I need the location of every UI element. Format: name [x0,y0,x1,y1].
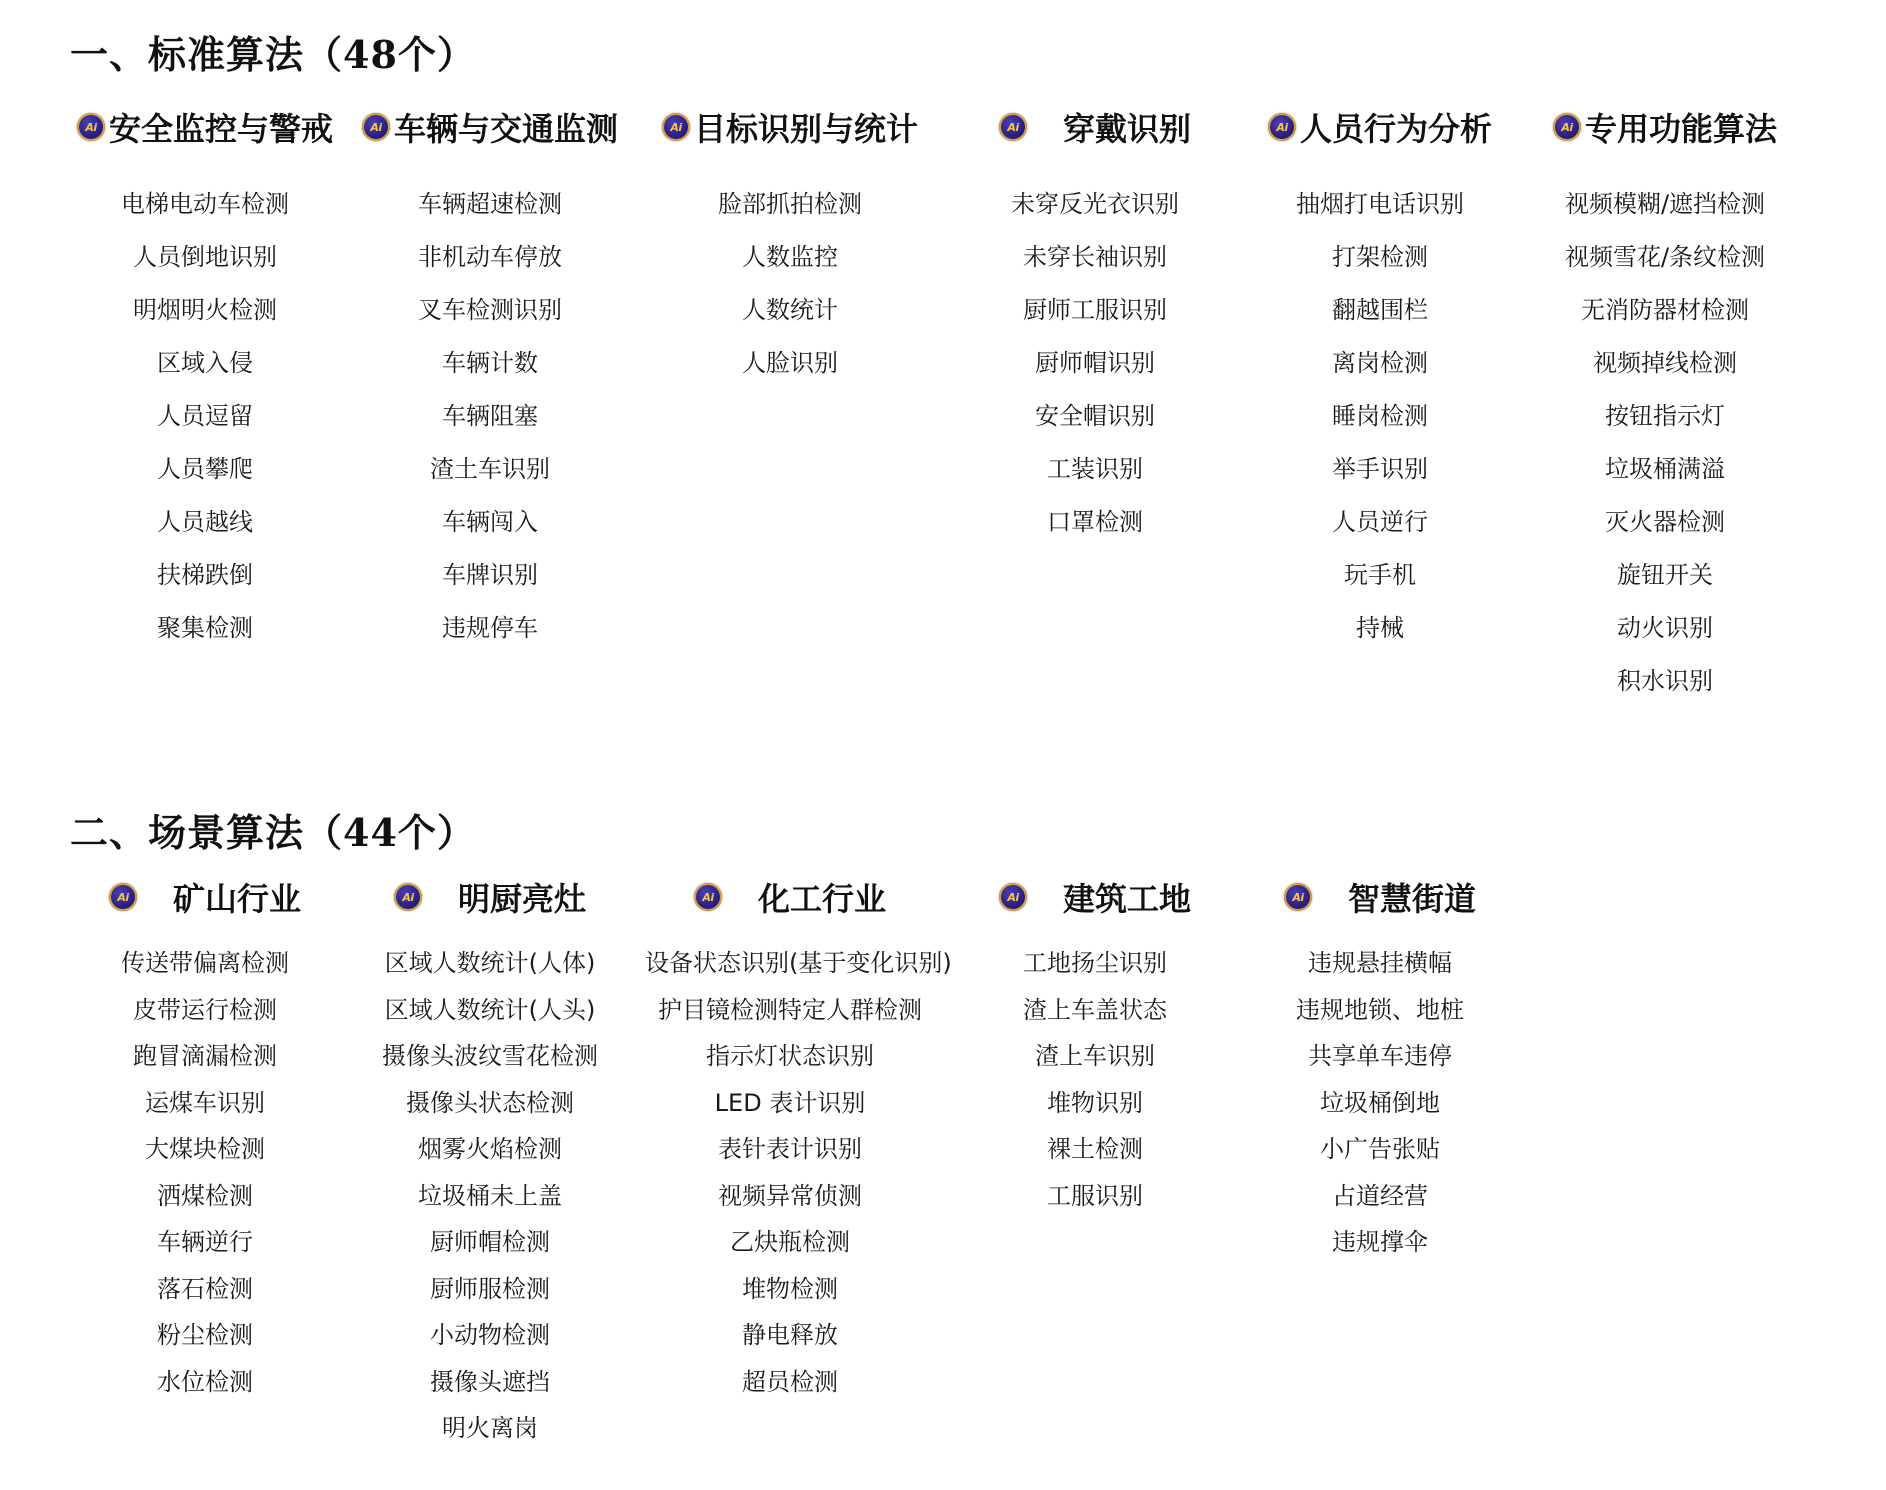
ai-badge-icon [77,113,105,141]
category-title: 矿山行业 [172,880,301,918]
algorithm-item: LED 表计识别 [714,1088,866,1117]
algorithm-item: 传送带偏离检测 [121,949,289,977]
algorithm-item: 灭火器检测 [1605,508,1725,536]
algorithm-item: 共享单车违停 [1308,1042,1452,1070]
algorithm-item: 举手识别 [1332,455,1428,483]
ai-badge-label: Ai [117,890,129,904]
algorithm-item: 车牌识别 [442,561,538,589]
algorithm-item: 跑冒滴漏检测 [133,1042,277,1070]
ai-badge-label: Ai [1276,120,1288,134]
algorithm-item: 区域人数统计(人体) [384,949,596,977]
algorithm-item: 大煤块检测 [145,1135,265,1163]
ai-badge-icon [1553,113,1581,141]
ai-badge-icon [999,113,1027,141]
algorithm-item: 乙炔瓶检测 [730,1228,850,1256]
algorithm-item: 工服识别 [1047,1181,1143,1210]
algorithm-item: 违规地锁、地桩 [1296,995,1464,1024]
algorithm-list [1520,178,1810,708]
algorithm-item: 工地扬尘识别 [1023,949,1167,977]
algorithm-item: 持械 [1356,614,1404,642]
algorithm-item: 违规停车 [442,614,538,642]
algorithm-item: 人员越线 [157,508,253,536]
ai-badge-label: Ai [1007,120,1019,134]
algorithm-item: 聚集检测 [157,614,253,642]
algorithm-item: 厨师工服识别 [1023,296,1167,324]
ai-badge-icon [999,883,1027,911]
algorithm-item: 视频模糊/遮挡检测 [1564,190,1766,218]
algorithm-item: 动火识别 [1617,614,1713,642]
algorithm-item: 视频雪花/条纹检测 [1564,243,1766,271]
algorithm-item: 堆物识别 [1047,1088,1143,1117]
category-title: 人员行为分析 [1299,110,1492,148]
category-title: 化工行业 [757,880,886,918]
algorithm-item: 叉车检测识别 [418,296,562,324]
algorithm-list [345,940,635,1452]
ai-badge-icon [362,113,390,141]
category-title: 车辆与交通监测 [393,110,618,148]
category-header [1235,102,1525,152]
ai-badge-label: Ai [1292,890,1304,904]
algorithm-item: 打架检测 [1332,243,1428,271]
algorithm-item: 摄像头波纹雪花检测 [382,1042,598,1070]
algorithm-item: 安全帽识别 [1035,402,1155,430]
algorithm-item: 车辆计数 [442,349,538,377]
algorithm-item: 占道经营 [1332,1181,1428,1210]
algorithm-item: 超员检测 [742,1367,838,1396]
algorithm-item: 设备状态识别(基于变化识别) [645,949,952,977]
algorithm-item: 人员逆行 [1332,508,1428,536]
category-header [645,102,935,152]
algorithm-item: 积水识别 [1617,667,1713,695]
ai-badge-label: Ai [402,890,414,904]
algorithm-item: 渣上车识别 [1035,1042,1155,1070]
algorithm-item: 旋钮开关 [1617,561,1713,589]
algorithm-item: 静电释放 [742,1321,838,1349]
algorithm-list [950,178,1240,549]
category-title: 目标识别与统计 [693,110,918,148]
category-title: 建筑工地 [1062,880,1191,918]
algorithm-item: 裸土检测 [1047,1135,1143,1163]
ai-badge-label: Ai [85,120,97,134]
ai-badge-icon [394,883,422,911]
algorithm-list [645,178,935,390]
algorithm-item: 人员逗留 [157,402,253,430]
algorithm-list [645,940,952,1405]
algorithm-item: 洒煤检测 [157,1181,253,1210]
algorithm-item: 人数监控 [742,243,838,271]
ai-badge-label: Ai [702,890,714,904]
algorithm-item: 车辆超速检测 [418,190,562,218]
category-header [345,872,635,922]
category-title: 安全监控与警戒 [108,110,333,148]
algorithm-item: 粉尘检测 [157,1321,253,1349]
algorithm-item: 落石检测 [157,1274,253,1303]
section-2-title: 二、场景算法（44个） [70,810,476,855]
algorithm-item: 厨师帽检测 [430,1228,550,1256]
category-header [950,102,1240,152]
ai-badge-label: Ai [1561,120,1573,134]
algorithm-item: 区域人数统计(人头) [384,995,596,1024]
algorithm-item: 厨师帽识别 [1035,349,1155,377]
algorithm-item: 垃圾桶未上盖 [418,1181,562,1210]
algorithm-item: 小广告张贴 [1320,1135,1440,1163]
algorithm-item: 睡岗检测 [1332,402,1428,430]
algorithm-item: 渣上车盖状态 [1023,995,1167,1024]
algorithm-item: 抽烟打电话识别 [1296,190,1464,218]
category-header [60,102,350,152]
category-title: 穿戴识别 [1062,110,1191,148]
algorithm-item: 区域入侵 [157,349,253,377]
ai-badge-label: Ai [670,120,682,134]
algorithm-item: 摄像头状态检测 [406,1088,574,1117]
algorithm-item: 视频掉线检测 [1593,349,1737,377]
algorithm-item: 堆物检测 [742,1274,838,1303]
algorithm-item: 违规悬挂横幅 [1308,949,1452,977]
algorithm-item: 护目镜检测特定人群检测 [658,995,922,1024]
algorithm-item: 指示灯状态识别 [706,1042,874,1070]
ai-badge-label: Ai [370,120,382,134]
category-title: 专用功能算法 [1584,110,1777,148]
ai-badge-label: Ai [1007,890,1019,904]
algorithm-item: 人员攀爬 [157,455,253,483]
algorithm-list [1235,178,1525,655]
algorithm-item: 非机动车停放 [418,243,562,271]
category-header [345,102,635,152]
algorithm-item: 车辆阻塞 [442,402,538,430]
category-title: 明厨亮灶 [457,880,586,918]
algorithm-item: 违规撑伞 [1332,1228,1428,1256]
algorithm-list [345,178,635,655]
category-header [1520,102,1810,152]
algorithm-item: 人数统计 [742,296,838,324]
category-header [1235,872,1525,922]
algorithm-item: 离岗检测 [1332,349,1428,377]
algorithm-item: 未穿长袖识别 [1023,243,1167,271]
algorithm-item: 口罩检测 [1047,508,1143,536]
algorithm-item: 明烟明火检测 [133,296,277,324]
algorithm-item: 电梯电动车检测 [121,190,289,218]
ai-badge-icon [109,883,137,911]
category-header [645,872,935,922]
algorithm-item: 摄像头遮挡 [430,1367,550,1396]
algorithm-item: 渣土车识别 [430,455,550,483]
algorithm-item: 皮带运行检测 [133,995,277,1024]
algorithm-item: 视频异常侦测 [718,1181,862,1210]
algorithm-item: 小动物检测 [430,1321,550,1349]
algorithm-item: 表针表计识别 [718,1135,862,1163]
algorithm-item: 车辆逆行 [157,1228,253,1256]
algorithm-item: 工装识别 [1047,455,1143,483]
algorithm-item: 厨师服检测 [430,1274,550,1303]
algorithm-item: 玩手机 [1344,561,1416,589]
algorithm-list [60,178,350,655]
algorithm-item: 烟雾火焰检测 [418,1135,562,1163]
ai-badge-icon [1268,113,1296,141]
algorithm-item: 水位检测 [157,1367,253,1396]
algorithm-list [60,940,350,1405]
ai-badge-icon [1284,883,1312,911]
algorithm-item: 垃圾桶满溢 [1605,455,1725,483]
ai-badge-icon [662,113,690,141]
algorithm-item: 人脸识别 [742,349,838,377]
ai-badge-icon [694,883,722,911]
algorithm-list [1235,940,1525,1266]
section-1-title: 一、标准算法（48个） [70,32,476,77]
category-header [950,872,1240,922]
category-title: 智慧街道 [1347,880,1476,918]
algorithm-item: 脸部抓拍检测 [718,190,862,218]
algorithm-item: 翻越围栏 [1332,296,1428,324]
algorithm-item: 无消防器材检测 [1581,296,1749,324]
algorithm-item: 车辆闯入 [442,508,538,536]
category-header [60,872,350,922]
algorithm-list [950,940,1240,1219]
algorithm-item: 人员倒地识别 [133,243,277,271]
algorithm-item: 明火离岗 [442,1414,538,1442]
algorithm-item: 未穿反光衣识别 [1011,190,1179,218]
algorithm-item: 垃圾桶倒地 [1320,1088,1440,1117]
algorithm-item: 按钮指示灯 [1605,402,1725,430]
algorithm-item: 扶梯跌倒 [157,561,253,589]
algorithm-item: 运煤车识别 [145,1088,265,1117]
